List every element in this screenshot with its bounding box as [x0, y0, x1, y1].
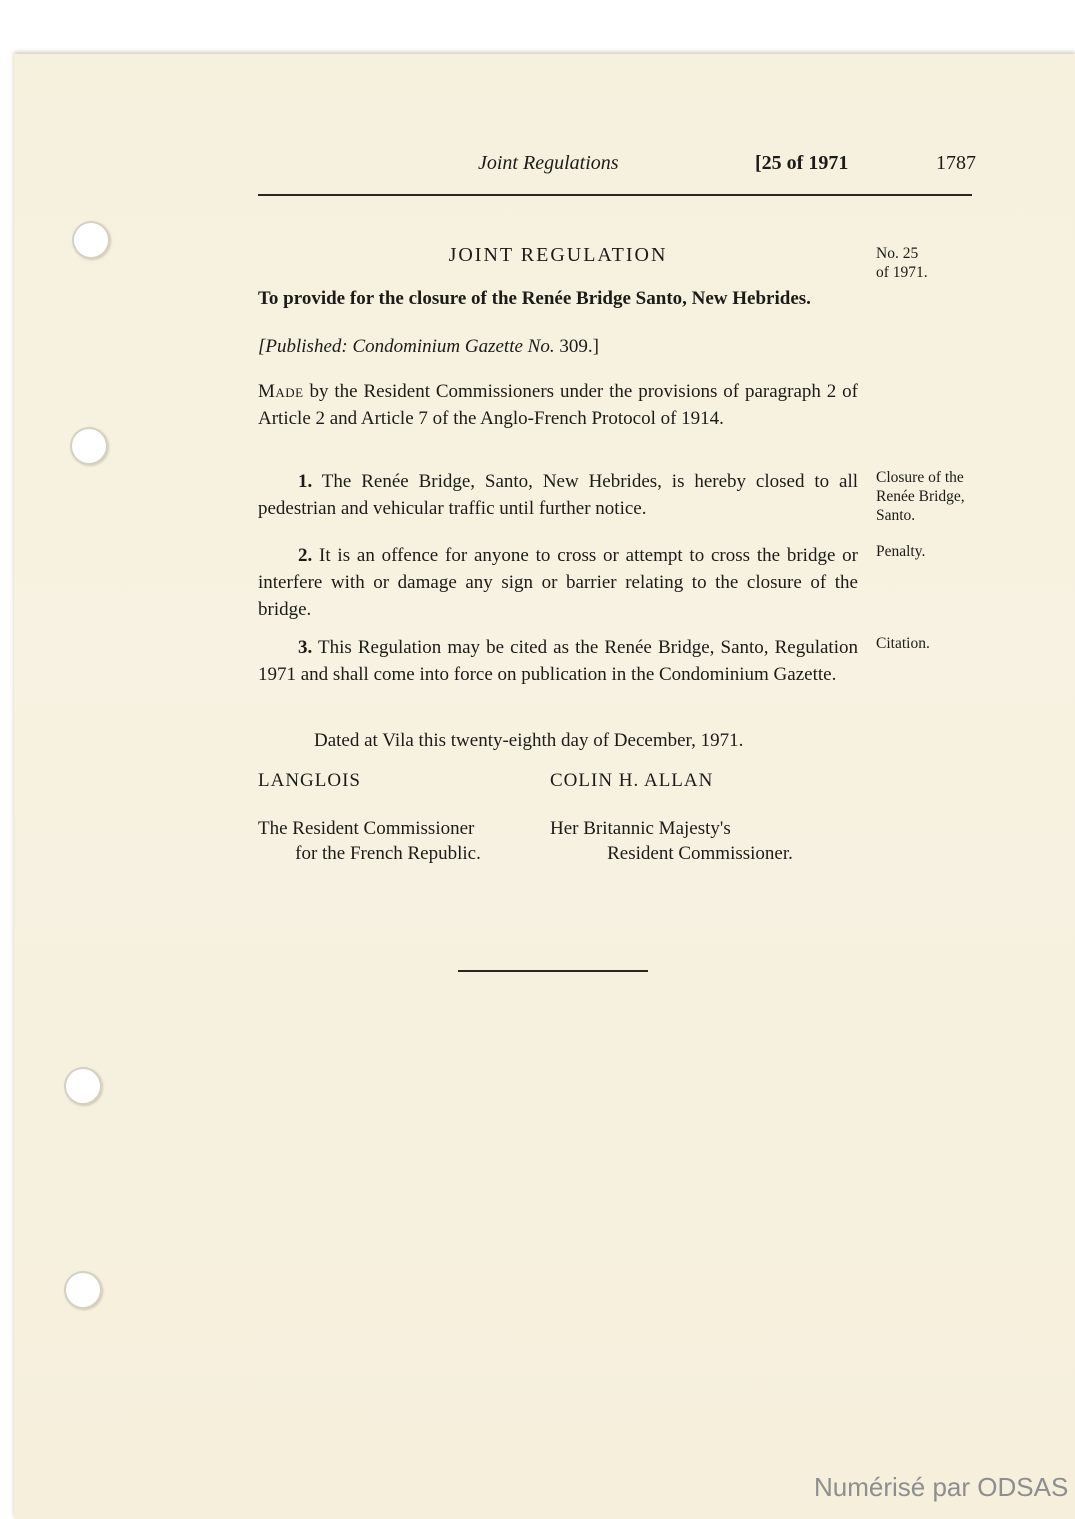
signatory-title [258, 816, 518, 866]
document-content [14, 54, 1075, 1519]
note-line: of 1971. [876, 264, 928, 281]
section-text: The Renée Bridge, Santo, New Hebrides, is hereby closed to all pedestrian and vehicular traffic until further notice. [258, 471, 858, 519]
subject-line: To provide for the closure of the Renée Bridge Santo, New Hebrides. [258, 288, 811, 309]
dated-line: Dated at Vila this twenty-eighth day of December, 1971. [314, 730, 744, 751]
section-2 [258, 542, 858, 623]
preamble-lead: Made [258, 381, 304, 402]
signatory-name: LANGLOIS [258, 770, 361, 791]
paper-sheet [14, 54, 1075, 1519]
title-line: Resident Commissioner. [607, 843, 793, 864]
section-1 [258, 468, 858, 522]
page-number: 1787 [936, 152, 976, 174]
margin-note-citation: Citation. [876, 635, 930, 652]
title-line: The Resident Commissioner [258, 818, 475, 839]
journal-title: Joint Regulations [478, 152, 619, 174]
section-text: This Regulation may be cited as the Renée Bridge, Santo, Regulation 1971 and shall come into force on publication in the Condominium Gazette. [258, 637, 858, 685]
note-line: No. 25 [876, 245, 919, 262]
title-line: Her Britannic Majesty's [550, 818, 731, 839]
regulation-title: JOINT REGULATION [448, 244, 668, 266]
signatory-name: COLIN H. ALLAN [550, 770, 714, 791]
published-line [258, 336, 599, 358]
published-italic: [Published: Condominium Gazette No. [258, 336, 555, 357]
section-number: 1. [298, 471, 313, 492]
preamble-rest: by the Resident Commissioners under the provisions of paragraph 2 of Article 2 and Article 7 of the Anglo-French Protocol of 1914. [258, 381, 858, 429]
running-header [258, 152, 976, 197]
title-line: for the French Republic. [295, 843, 481, 864]
scan-watermark: Numérisé par ODSAS [814, 1472, 1069, 1502]
signature-british [550, 770, 850, 866]
preamble [258, 378, 858, 432]
end-rule [458, 970, 648, 972]
signatory-title [550, 816, 850, 866]
issue-reference: [25 of 1971 [755, 152, 849, 174]
section-3 [258, 634, 858, 688]
section-number: 3. [298, 637, 313, 658]
section-text: It is an offence for anyone to cross or attempt to cross the bridge or interfere with or damage any sign or barrier relating to the closure of the bridge. [258, 545, 858, 620]
margin-note-closure: Closure of the Renée Bridge, Santo. [876, 469, 965, 524]
section-number: 2. [298, 545, 313, 566]
published-roman: 309.] [554, 336, 599, 357]
regulation-number-note [876, 244, 976, 282]
margin-note-penalty: Penalty. [876, 543, 926, 560]
header-rule [258, 194, 972, 196]
signature-french [258, 770, 518, 866]
